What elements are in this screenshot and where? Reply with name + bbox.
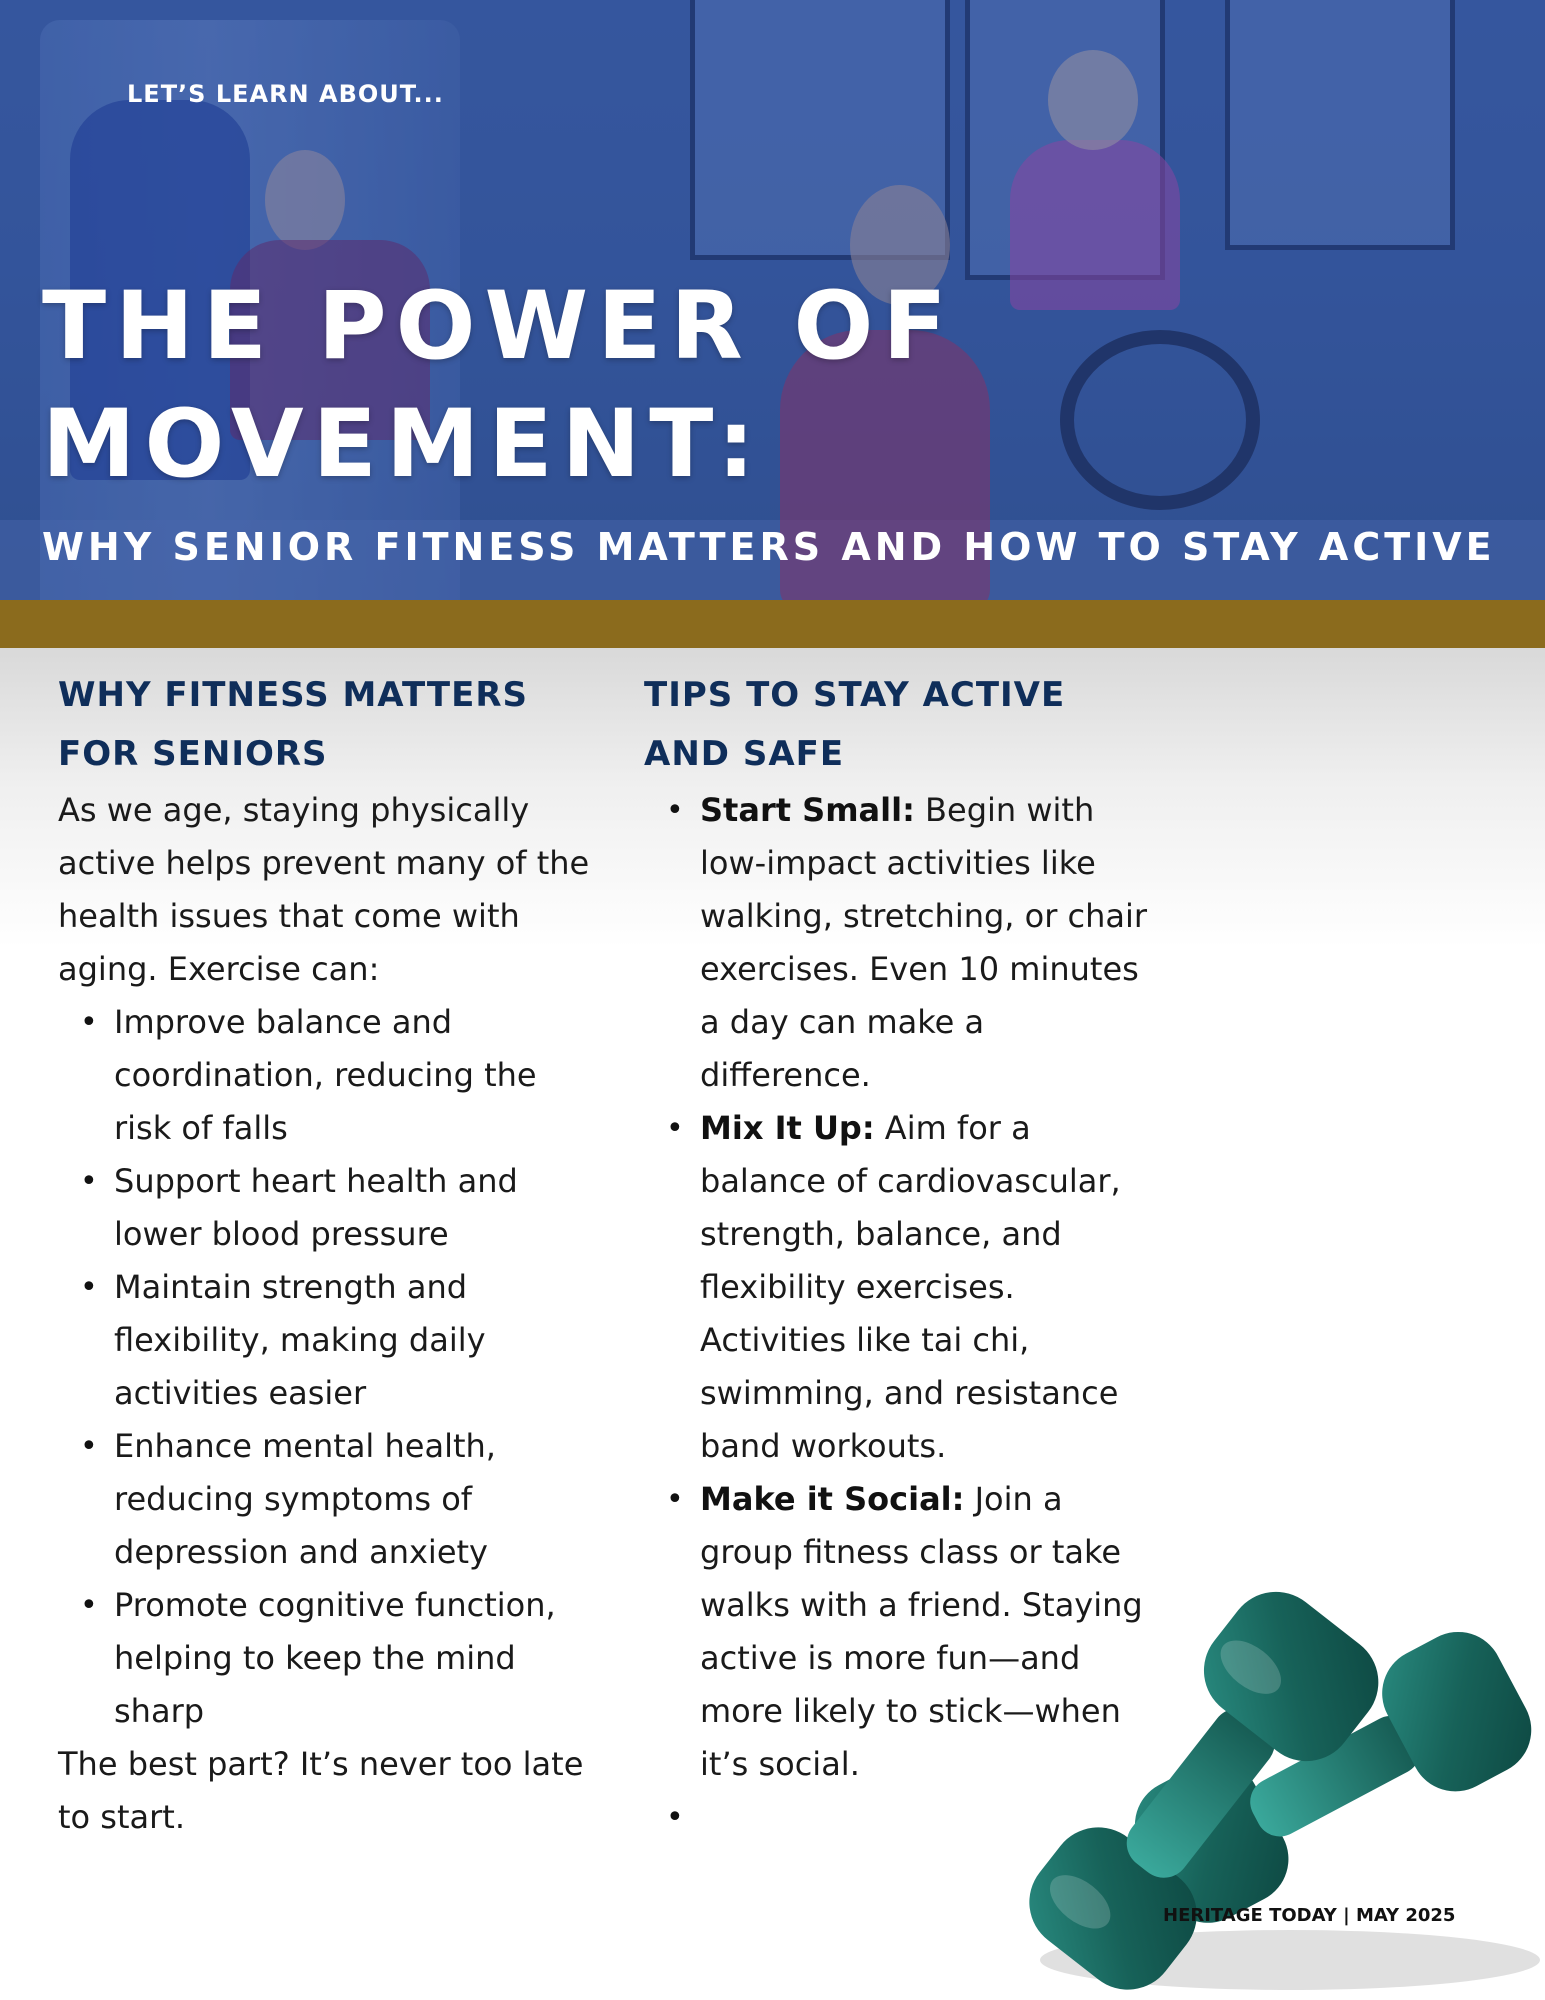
tip-text: Aim for a balance of cardiovascular, strength, balance, and flexibility exercises. Activities like tai chi, swimming, and resistance band workouts. <box>700 1109 1121 1465</box>
why-fitness-closing: The best part? It’s never too late to start. <box>58 1745 584 1836</box>
gold-divider-band <box>0 600 1545 648</box>
list-item: • Improve balance and coordination, reducing the risk of falls <box>58 996 593 1155</box>
list-item: • Maintain strength and flexibility, making daily activities easier <box>58 1261 593 1420</box>
page-title <box>42 268 1042 504</box>
benefits-list <box>58 996 593 1738</box>
dumbbells-icon <box>960 1560 1545 2000</box>
why-fitness-intro: As we age, staying physically active helps prevent many of the health issues that come with aging. Exercise can: <box>58 791 590 988</box>
page-subtitle: WHY SENIOR FITNESS MATTERS AND HOW TO STAY ACTIVE <box>42 525 1496 569</box>
why-fitness-column <box>58 666 593 1844</box>
list-item: • Support heart health and lower blood pressure <box>58 1155 593 1261</box>
tip-label: Start Small: <box>700 791 915 829</box>
tip-text: Join a group fitness class or take walks with a friend. Staying active is more fun—and more likely to stick—when it’s social. <box>700 1480 1143 1783</box>
why-fitness-heading: WHY FITNESS MATTERS FOR SENIORS <box>58 675 529 774</box>
list-item <box>644 1102 1164 1473</box>
eyebrow-text: LET’S LEARN ABOUT... <box>127 80 444 108</box>
tip-label: Make it Social: <box>700 1480 965 1518</box>
list-item: • Enhance mental health, reducing symptoms of depression and anxiety <box>58 1420 593 1579</box>
tip-text: Begin with low-impact activities like walking, stretching, or chair exercises. Even 10 minutes a day can make a difference. <box>700 791 1148 1094</box>
tips-heading: TIPS TO STAY ACTIVE AND SAFE <box>644 675 1066 774</box>
hero-banner <box>0 0 1545 600</box>
list-item: • Promote cognitive function, helping to keep the mind sharp <box>58 1579 593 1738</box>
list-item <box>644 784 1164 1102</box>
footer-publication: HERITAGE TODAY | MAY 2025 <box>1163 1905 1456 1926</box>
title-line-1: THE POWER OF <box>42 272 956 381</box>
title-line-2: MOVEMENT: <box>42 390 764 499</box>
tip-label: Mix It Up: <box>700 1109 875 1147</box>
